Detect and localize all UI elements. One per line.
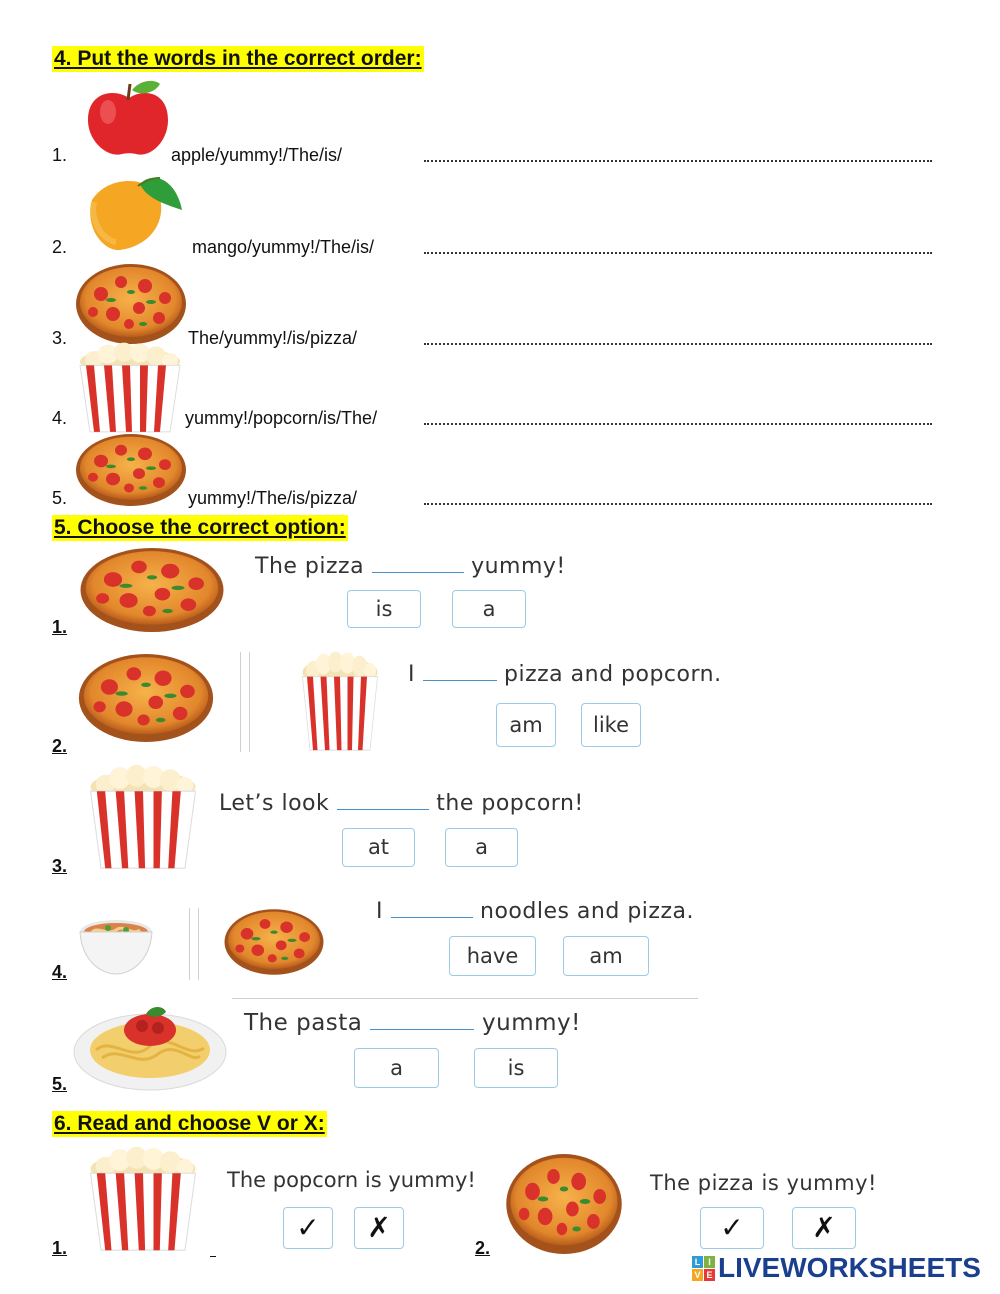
item-number: 1. (52, 1238, 68, 1258)
item-number: 4. (52, 408, 68, 428)
option-button[interactable]: am (496, 703, 556, 747)
sentence (376, 899, 694, 924)
answer-line[interactable] (424, 421, 932, 425)
check-button[interactable]: ✓ (283, 1207, 333, 1249)
sentence-end: yummy! (471, 554, 566, 579)
divider (240, 652, 241, 752)
sentence-start: The pasta (244, 1010, 363, 1036)
option-button[interactable]: is (347, 590, 421, 628)
section4-heading: 4. Put the words in the correct order: (54, 47, 422, 70)
sentence: The pizza is yummy! (650, 1171, 877, 1195)
sentence (219, 791, 584, 816)
answer-line[interactable] (424, 158, 932, 162)
pizza-icon (224, 908, 324, 976)
cross-button[interactable]: ✗ (792, 1207, 856, 1249)
divider (249, 652, 250, 752)
logo-tile: E (704, 1269, 715, 1281)
item-number: 2. (52, 736, 68, 756)
option-button[interactable]: am (563, 936, 649, 976)
sentence (244, 1010, 581, 1036)
blank (423, 679, 497, 681)
sentence-start: Let’s look (219, 791, 330, 816)
sentence-end: yummy! (482, 1010, 581, 1036)
logo-tile: L (692, 1256, 703, 1268)
popcorn-icon (88, 1154, 198, 1254)
liveworksheets-logo-icon (692, 1256, 716, 1282)
sentence (408, 662, 722, 687)
answer-line[interactable] (424, 341, 932, 345)
pasta-icon (72, 1000, 228, 1092)
item-number: 5. (52, 488, 68, 508)
mango-icon (80, 170, 190, 260)
option-button[interactable]: a (445, 828, 518, 867)
pizza-icon (78, 546, 228, 636)
option-button[interactable]: a (354, 1048, 439, 1088)
sentence: The popcorn is yummy! (227, 1168, 476, 1192)
scrambled-words: yummy!/The/is/pizza/ (188, 488, 358, 508)
sentence-end: pizza and popcorn. (504, 662, 722, 687)
sentence-start: I (376, 899, 383, 924)
item-number: 2. (52, 237, 68, 257)
underline-mark (210, 1256, 216, 1257)
popcorn-icon (300, 654, 380, 754)
option-button[interactable]: is (474, 1048, 558, 1088)
item-number: 3. (52, 856, 68, 876)
answer-line[interactable] (424, 250, 932, 254)
cross-button[interactable]: ✗ (354, 1207, 404, 1249)
option-button[interactable]: at (342, 828, 415, 867)
apple-icon (84, 80, 174, 160)
item-number: 1. (52, 617, 68, 637)
item-number: 3. (52, 328, 68, 348)
section5-heading: 5. Choose the correct option: (54, 516, 346, 539)
divider (198, 908, 199, 980)
blank (372, 571, 464, 573)
item-number: 5. (52, 1074, 68, 1094)
sentence-end: noodles and pizza. (480, 899, 694, 924)
logo-tile: V (692, 1269, 703, 1281)
pizza-icon (78, 652, 218, 746)
blank (391, 916, 473, 918)
scrambled-words: mango/yummy!/The/is/ (192, 237, 375, 257)
noodle-bowl-icon (78, 908, 158, 978)
sentence-end: the popcorn! (436, 791, 584, 816)
brand-name: LIVEWORKSHEETS (718, 1252, 981, 1283)
blank (370, 1028, 474, 1030)
option-button[interactable]: a (452, 590, 526, 628)
sentence-start: I (408, 662, 415, 687)
pizza-icon (75, 262, 187, 346)
scrambled-words: The/yummy!/is/pizza/ (188, 328, 358, 348)
scrambled-words: yummy!/popcorn/is/The/ (185, 408, 378, 428)
item-number: 1. (52, 145, 68, 165)
section6-heading: 6. Read and choose V or X: (54, 1112, 325, 1135)
answer-line[interactable] (424, 501, 932, 505)
popcorn-icon (78, 346, 182, 436)
divider (189, 908, 190, 980)
pizza-icon (75, 432, 187, 508)
option-button[interactable]: have (449, 936, 536, 976)
logo-tile: I (704, 1256, 715, 1268)
scrambled-words: apple/yummy!/The/is/ (171, 145, 343, 165)
blank (337, 808, 429, 810)
item-number: 4. (52, 962, 68, 982)
divider (232, 998, 698, 999)
pizza-icon (506, 1154, 622, 1254)
check-button[interactable]: ✓ (700, 1207, 764, 1249)
sentence-start: The pizza (255, 554, 365, 579)
option-button[interactable]: like (581, 703, 641, 747)
item-number: 2. (475, 1238, 491, 1258)
sentence (255, 554, 566, 579)
popcorn-icon (88, 772, 198, 872)
